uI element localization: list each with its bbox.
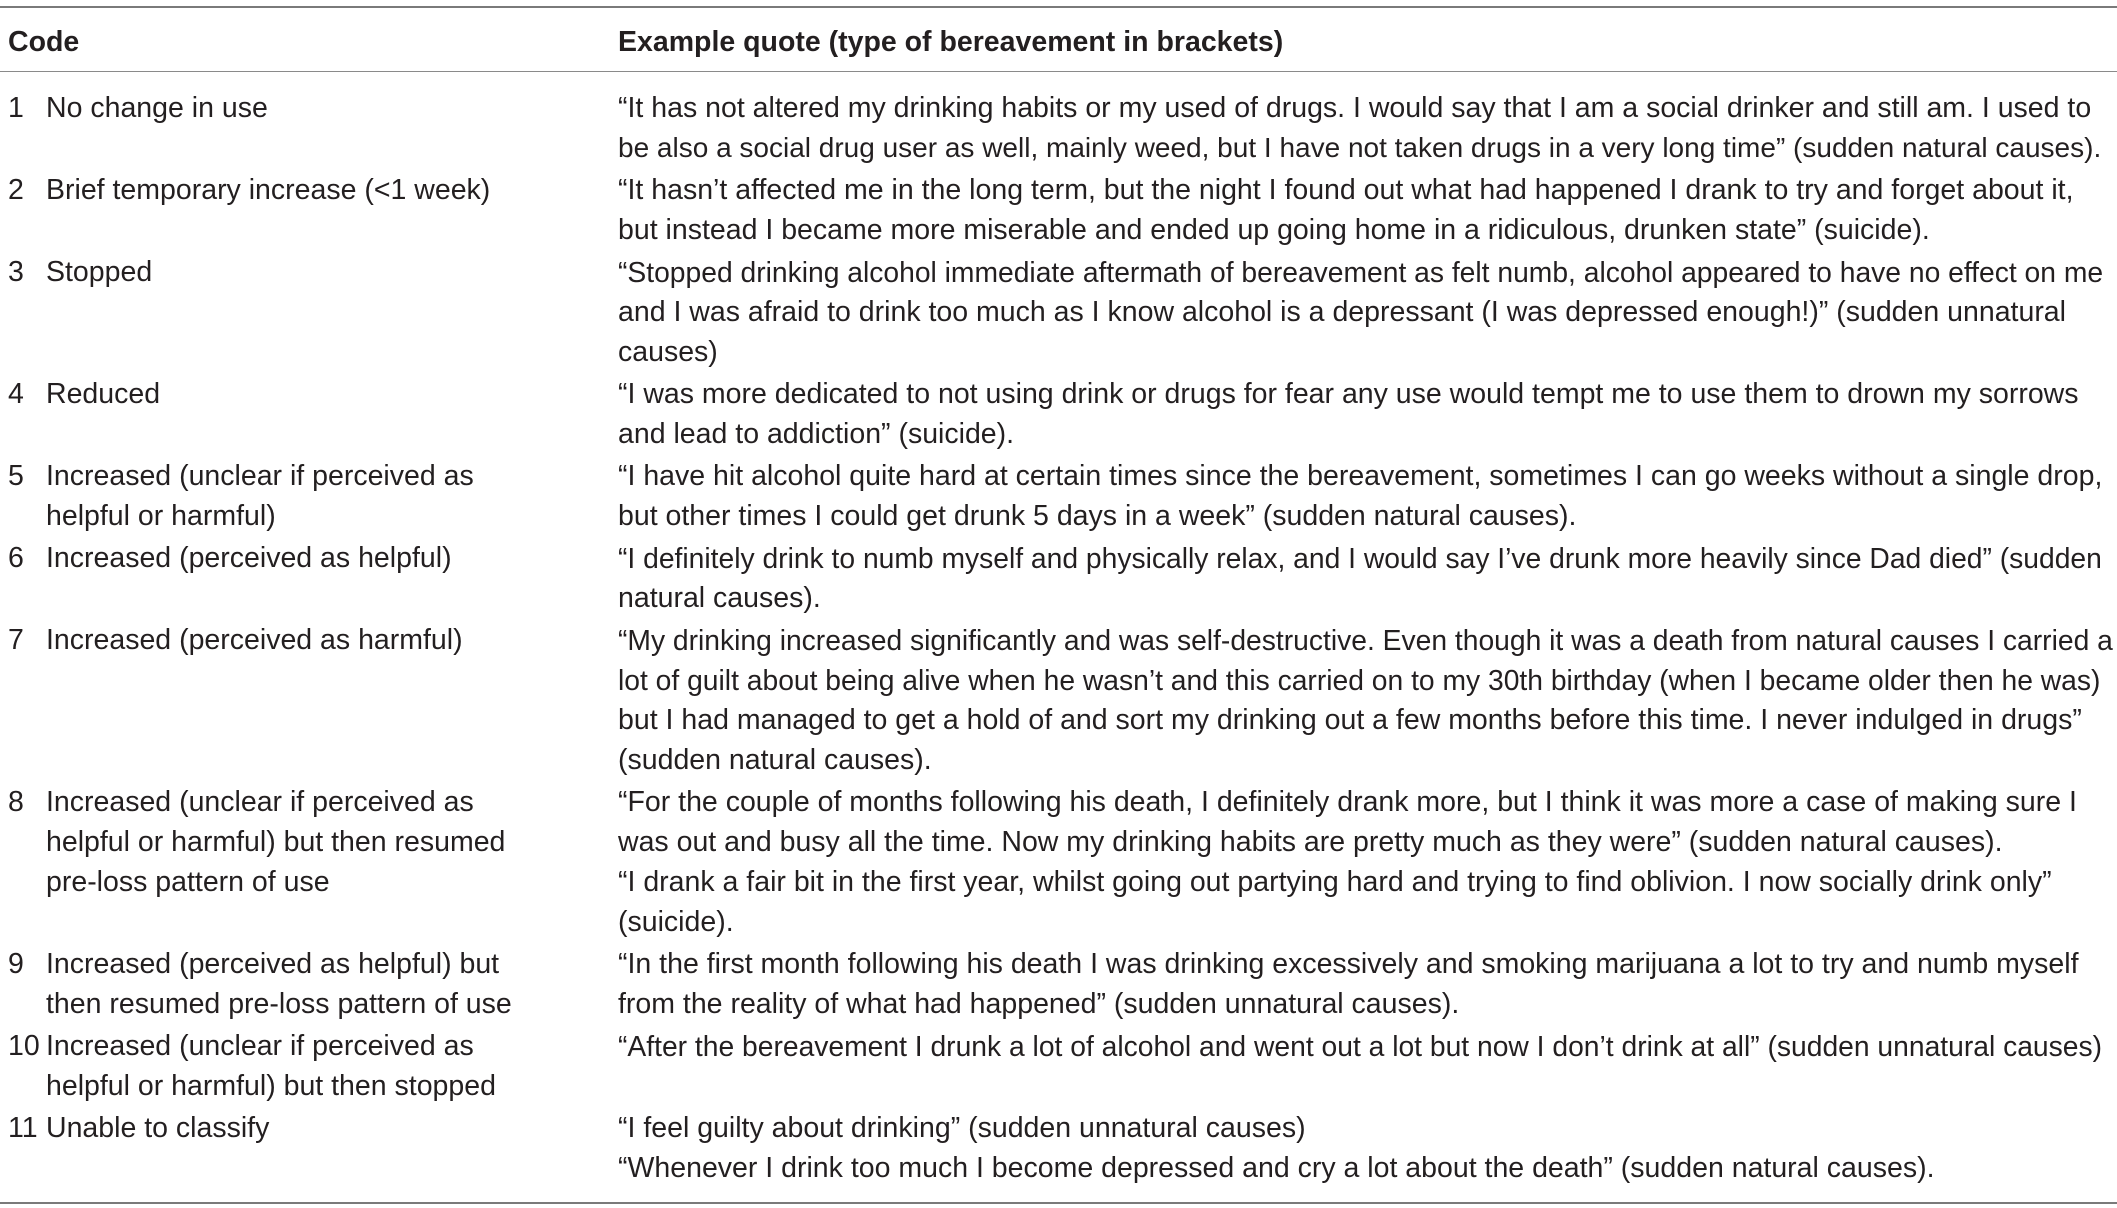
code-label-line: Reduced xyxy=(46,378,161,410)
code-label-line: pre-loss pattern of use xyxy=(46,866,330,898)
quote-line: “For the couple of months following his death, I definitely drank more, but I think it was more a case of making sure I xyxy=(618,786,2077,818)
column-header-code: Code xyxy=(8,26,80,58)
row-code-number: 8 xyxy=(8,786,24,818)
row-example-quote xyxy=(618,620,2113,780)
quote-line: “It has not altered my drinking habits or my used of drugs. I would say that I am a social drinker and still am. I used to xyxy=(618,92,2092,124)
code-label-line: Increased (perceived as helpful) xyxy=(46,542,452,574)
row-example-quote xyxy=(618,170,2113,250)
quote-line: “Whenever I drink too much I become depressed and cry a lot about the death” (sudden natural causes). xyxy=(618,1152,1935,1184)
row-code-label xyxy=(46,538,566,578)
quote-line: “I drank a fair bit in the first year, whilst going out partying hard and trying to find oblivion. I now socially drink only” xyxy=(618,866,2052,898)
row-code-label xyxy=(46,252,566,292)
quote-line: “I definitely drink to numb myself and physically relax, and I would say I’ve drunk more heavily since Dad died” (sudden xyxy=(618,542,2102,574)
code-label-line: Stopped xyxy=(46,256,153,288)
row-code-number: 1 xyxy=(8,92,24,124)
table-bottom-rule xyxy=(0,1202,2117,1204)
row-code-label xyxy=(46,88,566,128)
header-divider-rule xyxy=(0,71,2117,72)
quote-line: “My drinking increased significantly and was self-destructive. Even though it was a death from natural causes I carried a xyxy=(618,624,2113,656)
row-code-label xyxy=(46,456,566,536)
code-label-line: helpful or harmful) but then resumed xyxy=(46,826,506,858)
quote-line: natural causes). xyxy=(618,582,821,614)
quote-line: but I had managed to get a hold of and sort my drinking out a few months before this time. I never indulged in drugs” xyxy=(618,704,2082,736)
row-code-number: 6 xyxy=(8,542,24,574)
row-example-quote xyxy=(618,374,2113,454)
row-code-number: 7 xyxy=(8,624,24,656)
quote-line: “I have hit alcohol quite hard at certain times since the bereavement, sometimes I can go weeks without a single drop, xyxy=(618,460,2103,492)
code-label-line: Increased (unclear if perceived as xyxy=(46,460,474,492)
quote-line: was out and busy all the time. Now my drinking habits are pretty much as they were” (sudden natural causes). xyxy=(618,826,2003,858)
row-code-label xyxy=(46,170,566,210)
code-label-line: Brief temporary increase (<1 week) xyxy=(46,174,491,206)
row-code-label xyxy=(46,1026,566,1106)
code-label-line: No change in use xyxy=(46,92,268,124)
code-label-line: Increased (unclear if perceived as xyxy=(46,786,474,818)
row-code-number: 3 xyxy=(8,256,24,288)
quote-line: and I was afraid to drink too much as I know alcohol is a depressant (I was depressed enough!)” (sudden unnatural xyxy=(618,296,2066,328)
quote-line: but instead I became more miserable and ended up going home in a ridiculous, drunken state” (suicide). xyxy=(618,214,1930,246)
quote-line: lot of guilt about being alive when he wasn’t and this carried on to my 30th birthday (when I became older then he was) xyxy=(618,664,2101,696)
code-label-line: Increased (unclear if perceived as xyxy=(46,1030,474,1062)
code-label-line: helpful or harmful) xyxy=(46,500,276,532)
quote-line: from the reality of what had happened” (sudden unnatural causes). xyxy=(618,988,1460,1020)
row-code-number: 11 xyxy=(8,1112,38,1144)
quote-line: be also a social drug user as well, mainly weed, but I have not taken drugs in a very long time” (sudden natural causes). xyxy=(618,132,2102,163)
quote-line: “In the first month following his death I was drinking excessively and smoking marijuana a lot to try and numb myself xyxy=(618,948,2079,980)
row-code-number: 9 xyxy=(8,948,24,980)
row-code-number: 2 xyxy=(8,174,24,206)
quote-line: (sudden natural causes). xyxy=(618,744,932,776)
row-code-label xyxy=(46,782,566,902)
row-code-number: 10 xyxy=(8,1030,40,1062)
quote-line: but other times I could get drunk 5 days in a week” (sudden natural causes). xyxy=(618,500,1577,532)
code-label-line: Increased (perceived as helpful) but xyxy=(46,948,500,980)
column-header-example-quote: Example quote (type of bereavement in brackets) xyxy=(618,26,1284,58)
quote-line: “After the bereavement I drunk a lot of alcohol and went out a lot but now I don’t drink at all” (sudden unnatural causes) xyxy=(618,1030,2102,1062)
row-example-quote xyxy=(618,1026,2113,1066)
row-code-label xyxy=(46,620,566,660)
table-top-rule xyxy=(0,6,2117,8)
row-example-quote xyxy=(618,1108,2113,1188)
quote-line: and lead to addiction” (suicide). xyxy=(618,418,1015,450)
row-example-quote xyxy=(618,88,2113,168)
row-example-quote xyxy=(618,538,2113,618)
row-code-number: 4 xyxy=(8,378,24,410)
quote-line: “Stopped drinking alcohol immediate aftermath of bereavement as felt numb, alcohol appeared to have no effect on me xyxy=(618,256,2104,288)
row-code-label xyxy=(46,944,566,1024)
code-label-line: Increased (perceived as harmful) xyxy=(46,624,463,656)
row-example-quote xyxy=(618,782,2113,942)
row-example-quote xyxy=(618,456,2113,536)
row-code-number: 5 xyxy=(8,460,24,492)
code-label-line: then resumed pre-loss pattern of use xyxy=(46,988,512,1020)
row-code-label xyxy=(46,374,566,414)
quote-line: causes) xyxy=(618,336,718,368)
row-example-quote xyxy=(618,252,2113,372)
row-code-label xyxy=(46,1108,566,1148)
quote-line: “I feel guilty about drinking” (sudden unnatural causes) xyxy=(618,1112,1306,1144)
quote-line: “I was more dedicated to not using drink or drugs for fear any use would tempt me to use them to drown my sorrows xyxy=(618,378,2079,410)
quote-line: (suicide). xyxy=(618,906,734,938)
code-label-line: Unable to classify xyxy=(46,1112,270,1144)
row-example-quote xyxy=(618,944,2113,1024)
quote-line: “It hasn’t affected me in the long term, but the night I found out what had happened I drank to try and forget about it, xyxy=(618,174,2074,206)
code-label-line: helpful or harmful) but then stopped xyxy=(46,1070,496,1102)
